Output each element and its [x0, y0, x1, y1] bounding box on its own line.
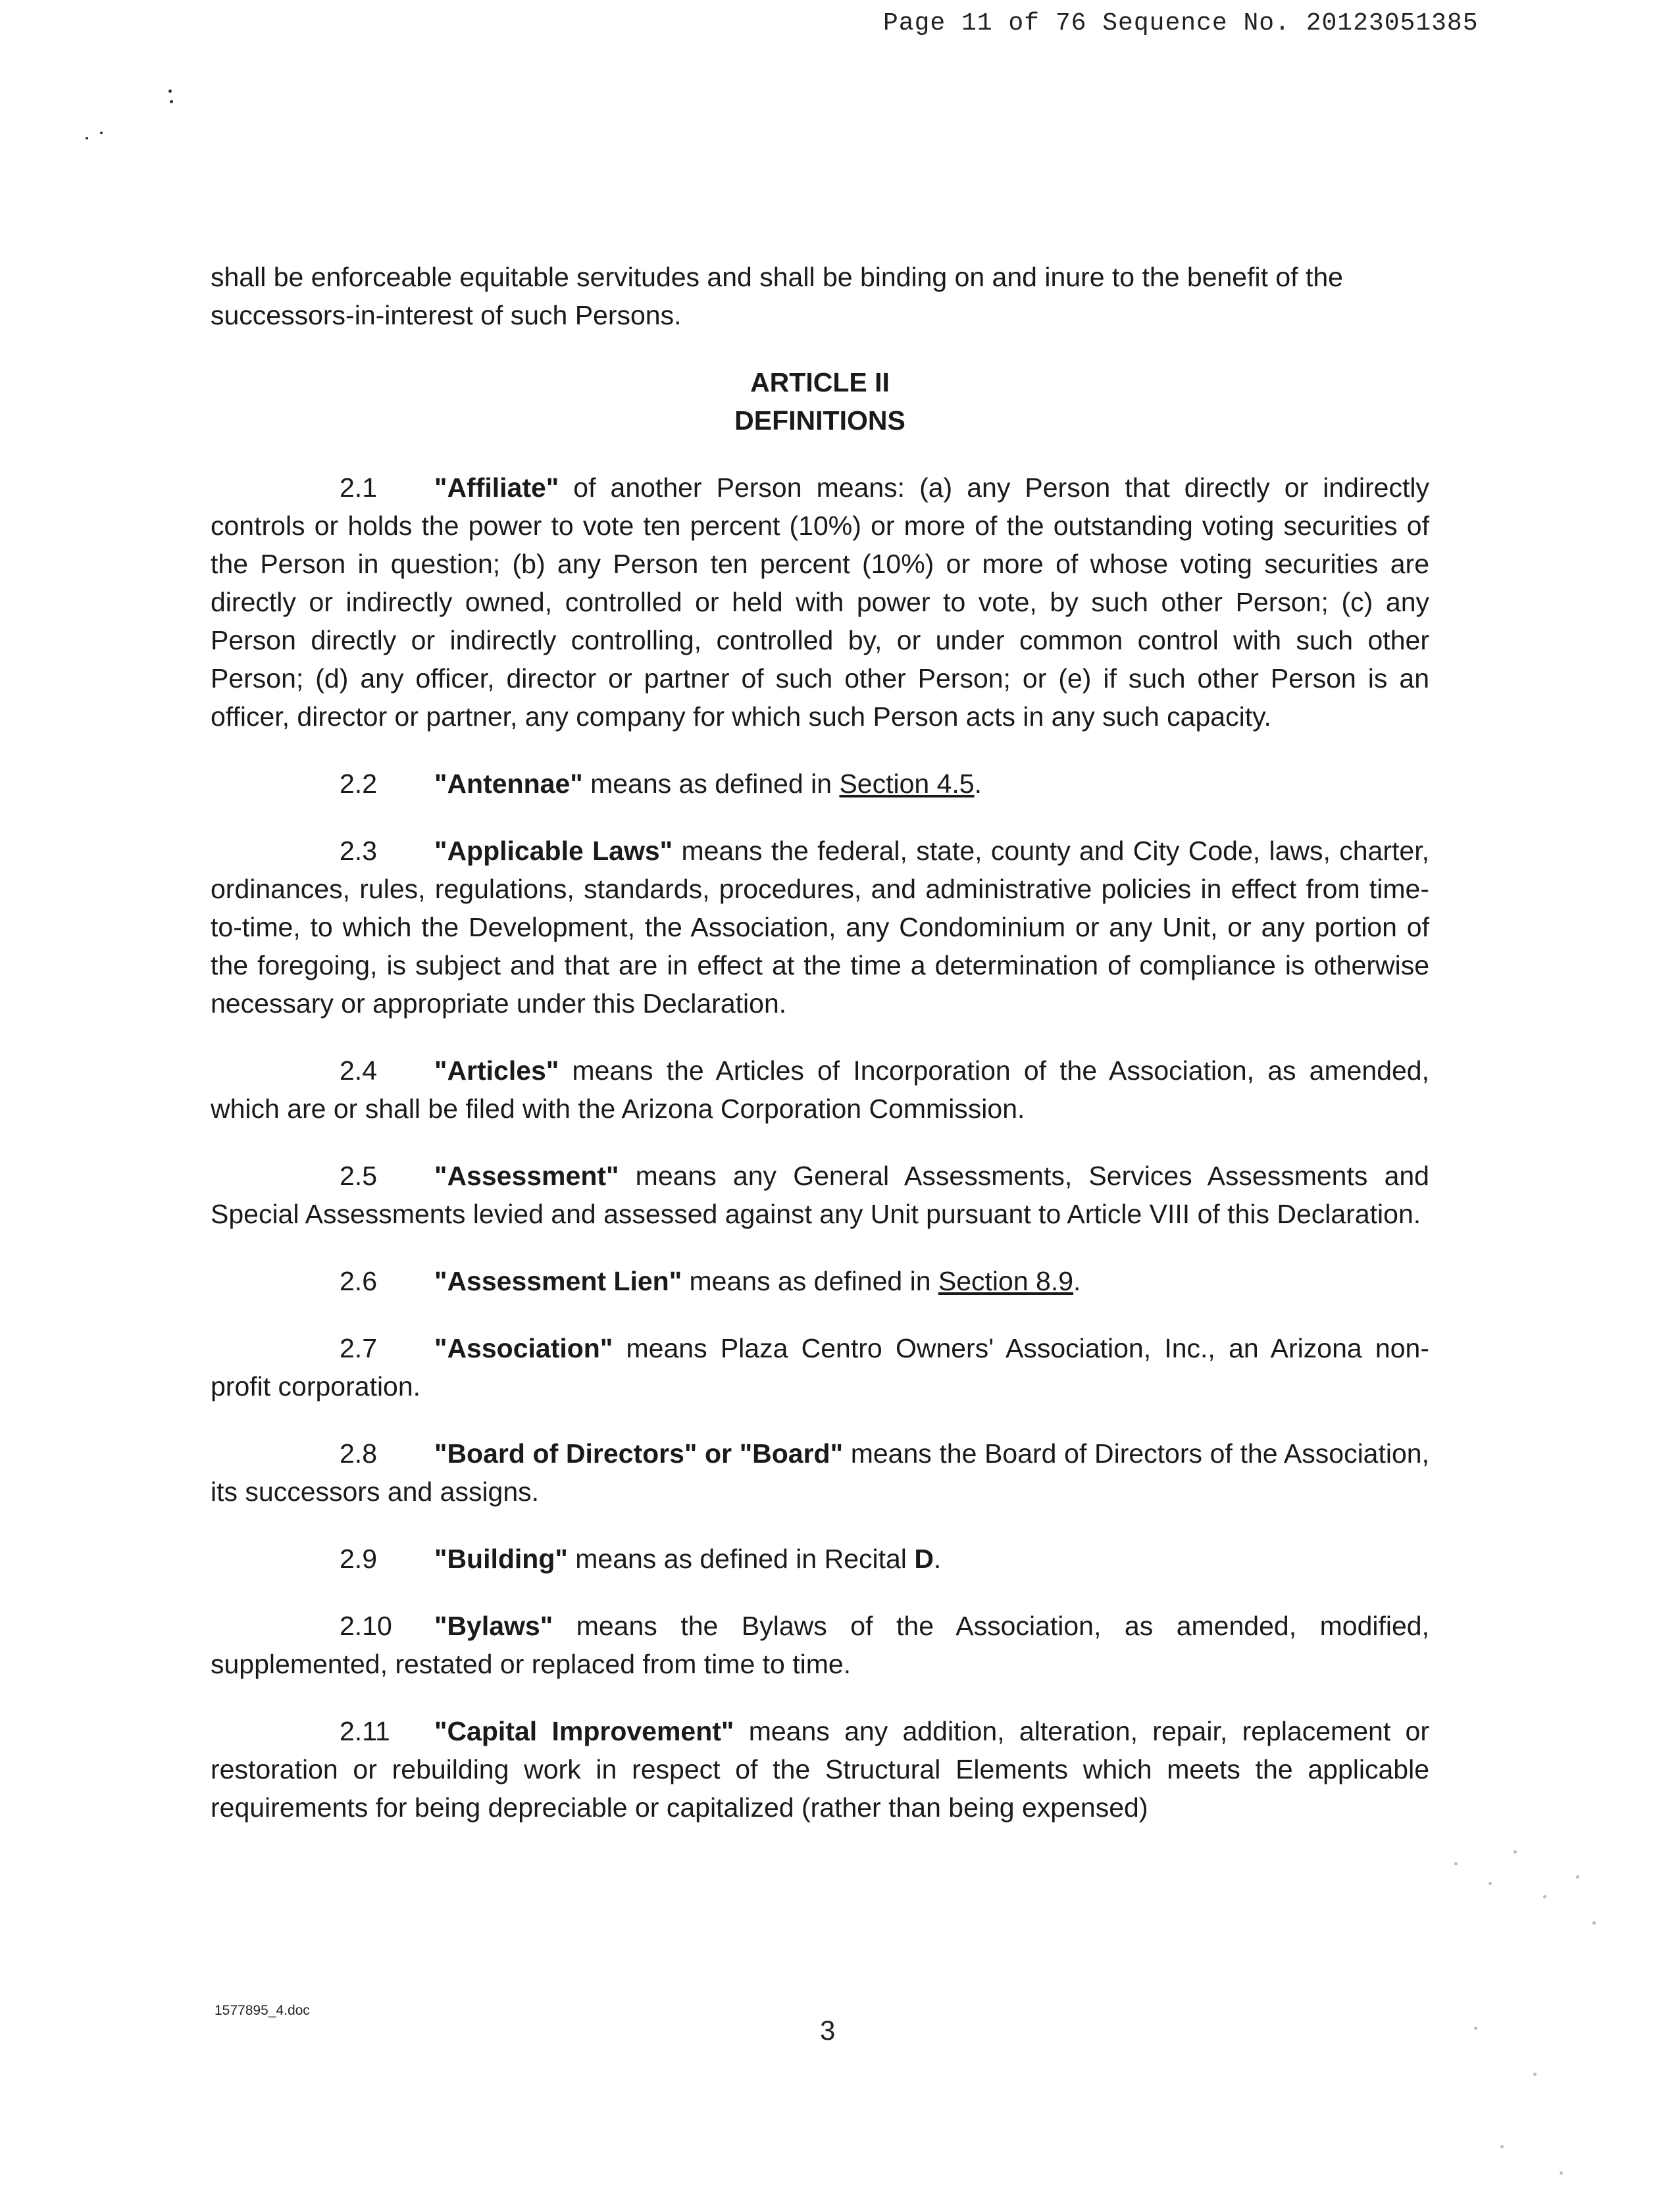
definition-2-8: [211, 1434, 1429, 1511]
document-id: 1577895_4.doc: [215, 2003, 310, 2018]
scan-noise: [1489, 1882, 1492, 1885]
definition-text: means the federal, state, county and City Code, laws, charter, ordinances, rules, regulations, standards, procedures, and administrative policies in effect from time-to-time, to which the Development, the Association, any Condominium or any Unit, or any portion of the foregoing, is subject and that are in effect at the time a determination of compliance is otherwise necessary or appropriate under this Declaration.: [211, 836, 1429, 1019]
definition-text: of another Person means: (a) any Person that directly or indirectly controls or holds the power to vote ten percent (10%) or more of the outstanding voting securities of the Person in question; (b) any Person ten percent (10%) or more of whose voting securities are directly or indirectly owned, controlled or held with power to vote, by such other Person; (c) any Person directly or indirectly controlling, controlled by, or under common control with such other Person; (d) any officer, director or partner of such other Person; or (e) if such other Person is an officer, director or partner, any company for which such Person acts in any such capacity.: [211, 472, 1429, 732]
definition-2-3: [211, 832, 1429, 1023]
definition-term: "Association": [434, 1333, 613, 1363]
definition-punct: .: [974, 769, 982, 799]
definition-number: 2.8: [340, 1438, 377, 1469]
definition-number: 2.1: [340, 472, 377, 503]
definition-number: 2.9: [340, 1544, 377, 1574]
definition-text: means the Articles of Incorporation of the Association, as amended, which are or shall be filed with the Arizona Corporation Commission.: [211, 1055, 1429, 1124]
definition-punct: .: [933, 1544, 942, 1574]
page-sequence-stamp: Page 11 of 76 Sequence No. 20123051385: [883, 9, 1479, 38]
definition-2-5: [211, 1157, 1429, 1233]
definition-number: 2.11: [340, 1716, 390, 1746]
definition-number: 2.2: [340, 769, 377, 799]
definition-2-11: [211, 1712, 1429, 1827]
definition-text: means the Bylaws of the Association, as amended, modified, supplemented, restated or replaced from time to time.: [211, 1611, 1429, 1679]
definition-number: 2.3: [340, 836, 377, 866]
scan-speck: [100, 132, 103, 134]
document-body: [211, 258, 1429, 1827]
scan-noise: [1576, 1875, 1579, 1879]
definition-term: "Applicable Laws": [434, 836, 673, 866]
definition-term: "Board of Directors" or "Board": [434, 1438, 844, 1469]
article-title: ARTICLE II: [750, 367, 890, 397]
definition-term: "Antennae": [434, 769, 583, 799]
definition-term: "Assessment Lien": [434, 1266, 682, 1296]
definition-2-4: [211, 1051, 1429, 1128]
scan-speck: [170, 100, 173, 103]
definition-term: "Affiliate": [434, 472, 559, 503]
scan-noise: [1474, 2027, 1477, 2030]
definition-text: means any addition, alteration, repair, replacement or restoration or rebuilding work in respect of the Structural Elements which meets the applicable requirements for being depreciable or capitalized (rather than being expensed): [211, 1716, 1430, 1823]
definition-2-2: [211, 765, 1429, 803]
intro-line-2: successors-in-interest of such Persons.: [211, 300, 682, 330]
definition-text: means any General Assessments, Services Assessments and Special Assessments levied and assessed against any Unit pursuant to Article VIII of this Declaration.: [211, 1161, 1429, 1229]
scan-noise: [1592, 1921, 1596, 1925]
scan-noise: [1454, 1862, 1458, 1865]
definition-term: "Bylaws": [434, 1611, 553, 1641]
definition-number: 2.10: [340, 1611, 392, 1641]
scan-noise: [1514, 1850, 1517, 1854]
definition-term: "Assessment": [434, 1161, 619, 1191]
definition-punct: .: [1073, 1266, 1081, 1296]
definition-text: means as defined in Recital: [567, 1544, 915, 1574]
definition-text: means Plaza Centro Owners' Association, Inc., an Arizona non-profit corporation.: [211, 1333, 1429, 1402]
section-reference: Section 4.5: [839, 769, 975, 799]
article-heading: [211, 363, 1429, 440]
definition-text: means as defined in: [682, 1266, 938, 1296]
recital-reference: D: [914, 1544, 934, 1574]
definition-number: 2.4: [340, 1055, 377, 1086]
article-subtitle: DEFINITIONS: [734, 405, 905, 436]
definition-number: 2.5: [340, 1161, 377, 1191]
scan-noise: [1560, 2171, 1563, 2175]
scan-speck: [168, 89, 172, 93]
definition-2-1: [211, 468, 1429, 736]
intro-line-1: shall be enforceable equitable servitudes and shall be binding on and inure to the benefit of the: [211, 262, 1343, 292]
section-reference: Section 8.9: [938, 1266, 1074, 1296]
definition-2-10: [211, 1607, 1429, 1683]
definition-text: means as defined in: [582, 769, 840, 799]
definition-number: 2.7: [340, 1333, 377, 1363]
scan-speck: [86, 137, 88, 139]
page-number: 3: [820, 2015, 836, 2046]
intro-paragraph: [211, 258, 1429, 334]
definition-term: "Building": [434, 1544, 568, 1574]
definition-term: "Articles": [434, 1055, 559, 1086]
scan-noise: [1500, 2145, 1504, 2148]
definition-2-6: [211, 1262, 1429, 1300]
definition-2-7: [211, 1329, 1429, 1405]
definition-2-9: [211, 1540, 1429, 1578]
definition-term: "Capital Improvement": [434, 1716, 734, 1746]
definition-text: means the Board of Directors of the Association, its successors and assigns.: [211, 1438, 1429, 1507]
scan-noise: [1543, 1895, 1546, 1898]
scan-noise: [1533, 2073, 1537, 2076]
definition-number: 2.6: [340, 1266, 377, 1296]
